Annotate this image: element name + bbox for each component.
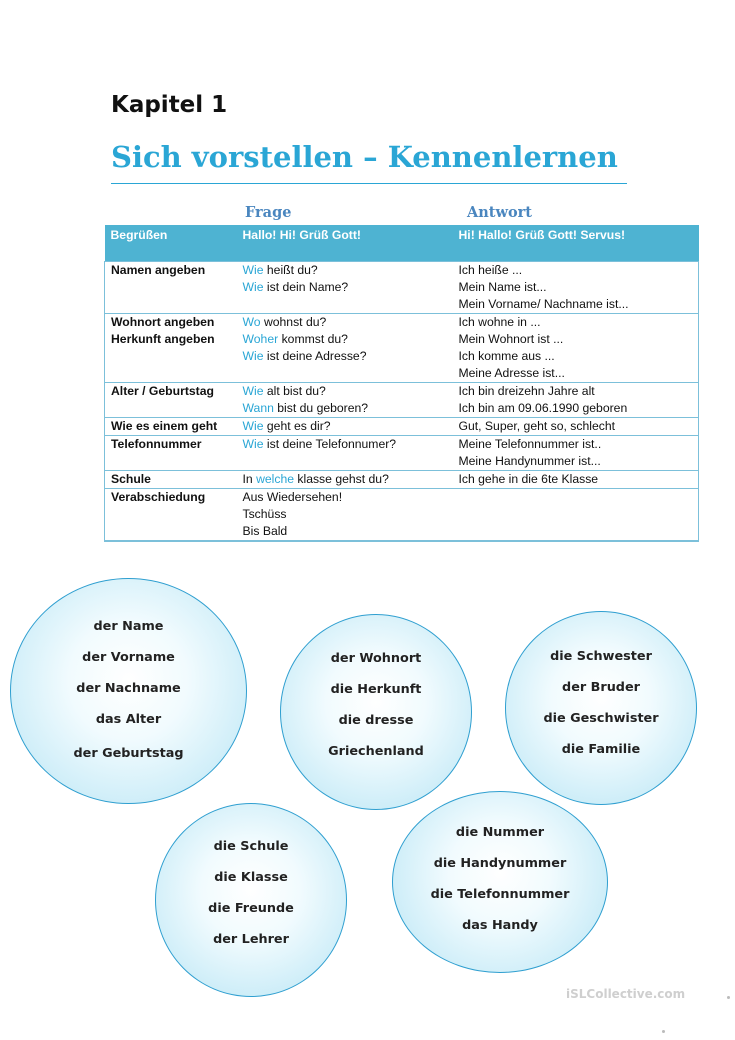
question-text: bist du geboren?	[273, 401, 369, 415]
answer-cell	[453, 436, 699, 471]
answer-line: Ich komme aus ...	[458, 349, 555, 363]
question-line	[243, 331, 453, 348]
topic-line: Telefonnummer	[111, 437, 202, 451]
topic-line: Wohnort angeben	[111, 315, 215, 329]
bubble-word: der Geburtstag	[73, 746, 184, 761]
bubble-word: die Geschwister	[543, 711, 659, 726]
question-line	[243, 418, 453, 435]
question-text: klasse gehst du?	[294, 472, 389, 486]
answer-line: Ich gehe in die 6te Klasse	[458, 472, 599, 486]
word-bubble-family	[505, 611, 697, 805]
word-bubble-origin	[280, 614, 472, 810]
question-text: heißt du?	[263, 263, 318, 277]
question-cell	[237, 314, 453, 383]
column-header-frage: Frage	[245, 204, 292, 221]
question-line	[243, 383, 453, 400]
question-line	[243, 506, 453, 523]
question-cell	[237, 471, 453, 489]
chapter-heading: Kapitel 1	[111, 92, 228, 118]
answer-line: Meine Adresse ist...	[458, 366, 565, 380]
question-word: Wie	[242, 263, 264, 277]
answer-cell	[453, 489, 699, 542]
column-header-antwort: Antwort	[467, 204, 532, 221]
topic-cell	[105, 262, 237, 314]
topic-line: Herkunft angeben	[111, 332, 215, 346]
answer-line: Mein Vorname/ Nachname ist...	[458, 297, 629, 311]
question-text: Bis Bald	[242, 524, 288, 538]
table-row	[105, 314, 699, 383]
answer-line: Ich bin dreizehn Jahre alt	[458, 384, 595, 398]
answer-cell	[453, 383, 699, 418]
answer-cell	[453, 314, 699, 383]
bubble-word: die Handynummer	[433, 856, 567, 871]
topic-cell	[105, 418, 237, 436]
answer-line: Ich heiße ...	[458, 263, 523, 277]
question-text: wohnst du?	[260, 315, 327, 329]
question-text: Tschüss	[242, 507, 287, 521]
question-line	[243, 348, 453, 365]
topic-cell	[105, 489, 237, 542]
page-title: Sich vorstellen – Kennenlernen	[111, 140, 618, 174]
topic-cell	[105, 383, 237, 418]
question-line	[243, 489, 453, 506]
answer-cell	[453, 471, 699, 489]
answer-cell	[453, 262, 699, 314]
topic-line: Schule	[111, 472, 151, 486]
topic-line: Alter / Geburtstag	[111, 384, 214, 398]
topic-line: Namen angeben	[111, 263, 206, 277]
table-row	[105, 489, 699, 542]
bubble-word: der Lehrer	[213, 932, 289, 947]
question-text: In	[242, 472, 257, 486]
table-row	[105, 471, 699, 489]
word-bubble-school	[155, 803, 347, 997]
table-row	[105, 418, 699, 436]
question-line	[243, 523, 453, 540]
answer-cell	[453, 418, 699, 436]
table-row	[105, 262, 699, 314]
bubble-word: die Schwester	[550, 649, 652, 664]
question-word: Wie	[242, 280, 264, 294]
question-text: ist deine Telefonnumer?	[263, 437, 397, 451]
question-line	[243, 314, 453, 331]
question-word: Wie	[242, 349, 264, 363]
question-line	[243, 400, 453, 417]
bubble-word: die Klasse	[214, 870, 288, 885]
decorative-dot	[662, 1030, 665, 1033]
topic-cell	[105, 436, 237, 471]
question-cell	[237, 383, 453, 418]
bubble-word: der Nachname	[76, 681, 181, 696]
question-line	[243, 262, 453, 279]
question-cell: Hallo! Hi! Grüß Gott!	[237, 225, 453, 262]
bubble-word: der Name	[93, 619, 164, 634]
bubble-word: der Bruder	[562, 680, 640, 695]
question-text: Aus Wiedersehen!	[242, 490, 343, 504]
question-text: alt bist du?	[263, 384, 326, 398]
question-cell	[237, 262, 453, 314]
topic-line: Verabschiedung	[111, 490, 206, 504]
question-line	[243, 279, 453, 296]
question-cell	[237, 418, 453, 436]
bubble-word: das Alter	[95, 712, 162, 727]
decorative-dot	[727, 996, 730, 999]
bubble-word: Griechenland	[328, 744, 424, 759]
word-bubble-personal	[10, 578, 247, 804]
answer-cell: Hi! Hallo! Grüß Gott! Servus!	[453, 225, 699, 262]
bubble-word: die Schule	[213, 839, 289, 854]
topic-cell	[105, 314, 237, 383]
question-line	[243, 471, 453, 488]
bubble-word: die Telefonnummer	[430, 887, 570, 902]
question-text: kommst du?	[278, 332, 348, 346]
bubble-word: der Vorname	[82, 650, 175, 665]
watermark: iSLCollective.com	[566, 987, 686, 1001]
question-cell	[237, 436, 453, 471]
answer-line: Meine Handynummer ist...	[458, 454, 601, 468]
question-line	[243, 436, 453, 453]
answer-line: Ich wohne in ...	[458, 315, 541, 329]
question-word: Wie	[242, 384, 264, 398]
question-word: Wo	[242, 315, 261, 329]
answer-line: Ich bin am 09.06.1990 geboren	[458, 401, 628, 415]
bubble-word: die Herkunft	[330, 682, 422, 697]
topic-line: Wie es einem geht	[111, 419, 218, 433]
topic-cell	[105, 471, 237, 489]
bubble-word: der Wohnort	[330, 651, 422, 666]
table-row	[105, 383, 699, 418]
bubble-word: die Freunde	[208, 901, 294, 916]
bubble-word: die Familie	[561, 742, 641, 757]
answer-line: Mein Wohnort ist ...	[458, 332, 564, 346]
question-text: ist deine Adresse?	[263, 349, 367, 363]
question-text: ist dein Name?	[263, 280, 349, 294]
bubble-word: die Nummer	[455, 825, 545, 840]
topic-cell: Begrüßen	[105, 225, 237, 262]
answer-line: Meine Telefonnummer ist..	[458, 437, 602, 451]
question-word: Wann	[242, 401, 274, 415]
bubble-word: die dresse	[338, 713, 414, 728]
title-underline	[111, 183, 627, 184]
question-word: Wie	[242, 419, 264, 433]
question-word: Wie	[242, 437, 264, 451]
table-header-row	[105, 225, 699, 262]
word-bubble-phone	[392, 791, 608, 973]
question-cell	[237, 489, 453, 542]
bubble-word: das Handy	[462, 918, 538, 933]
question-word: welche	[256, 472, 294, 486]
question-text: geht es dir?	[263, 419, 331, 433]
table-row	[105, 436, 699, 471]
question-word: Woher	[242, 332, 279, 346]
phrase-table	[104, 225, 699, 542]
answer-line: Gut, Super, geht so, schlecht	[458, 419, 615, 433]
answer-line: Mein Name ist...	[458, 280, 547, 294]
